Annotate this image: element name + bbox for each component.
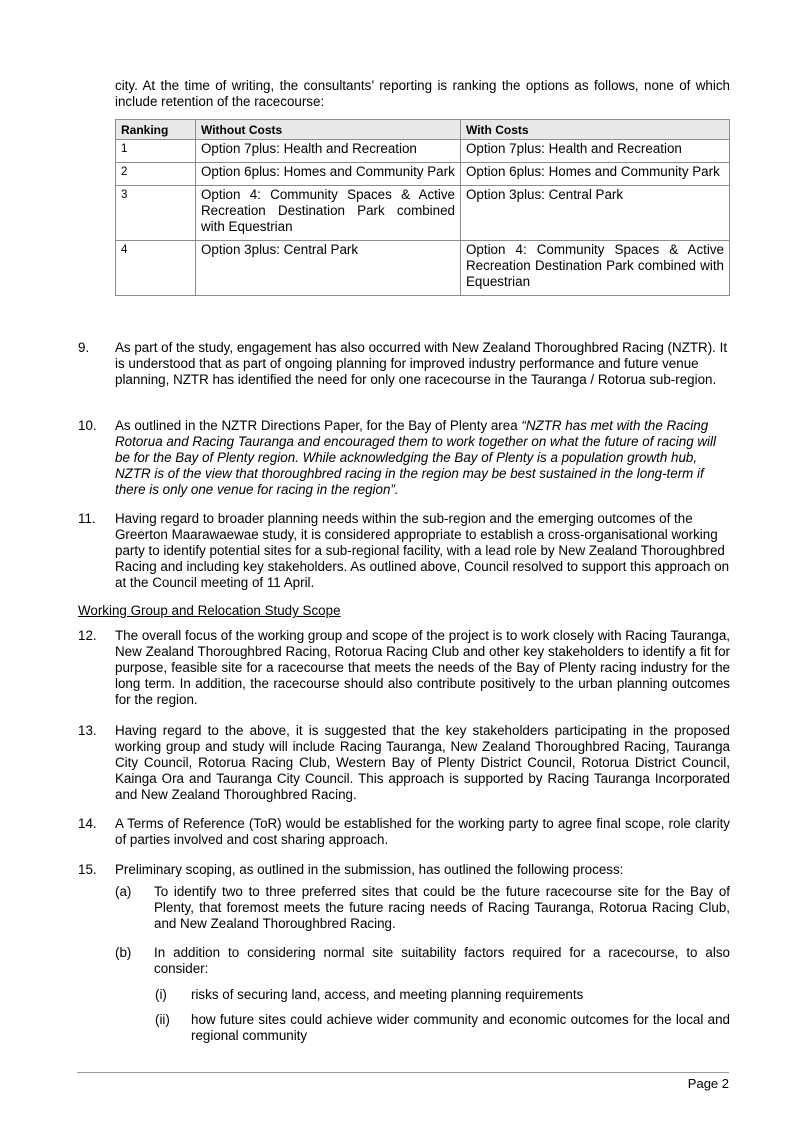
header-with-costs: With Costs (461, 120, 730, 140)
sub-item-text: To identify two to three preferred sites that could be the future racecourse site for the Bay of Plenty, that foremost meets the future racing needs of Racing Tauranga, Rotorua Racing Club, and New Zealand Thoroughbred Racing. (154, 884, 730, 931)
cell-without-costs: Option 6plus: Homes and Community Park (196, 163, 461, 186)
section-heading: Working Group and Relocation Study Scope (78, 603, 341, 618)
paragraph-number: 14. (78, 816, 97, 831)
sub-item-number: (a) (115, 884, 132, 899)
paragraph-number: 13. (78, 723, 97, 738)
paragraph-13 (78, 723, 730, 803)
cell-without-costs: Option 7plus: Health and Recreation (196, 140, 461, 163)
sub-item-number: (b) (115, 945, 132, 960)
paragraph-14 (78, 816, 730, 848)
cell-with-costs: Option 3plus: Central Park (461, 186, 730, 241)
paragraph-12 (78, 628, 730, 708)
paragraph-15 (78, 862, 730, 878)
header-without-costs: Without Costs (196, 120, 461, 140)
paragraph-text: The overall focus of the working group and scope of the project is to work closely with Racing Tauranga, New Zealand Thoroughbred Racing, Rotorua Racing Club and other key stakeholders to identify a fit for purpose, feasible site for a racecourse that meets the needs of the Bay of Plenty racing industry for the long term. In addition, the racecourse should also contribute positively to the urban planning outcomes for the region. (115, 628, 730, 707)
cell-rank: 4 (116, 241, 196, 296)
paragraph-11 (78, 511, 730, 591)
sub-item-a (115, 884, 730, 932)
paragraph-text: A Terms of Reference (ToR) would be established for the working party to agree final scope, role clarity of parties involved and cost sharing approach. (115, 816, 730, 847)
ranking-table (115, 119, 730, 296)
paragraph-10 (78, 418, 730, 498)
sub-sub-item-ii (155, 1012, 730, 1044)
cell-without-costs: Option 3plus: Central Park (196, 241, 461, 296)
table-header-row (116, 120, 730, 140)
sub-sub-item-text: risks of securing land, access, and meeting planning requirements (191, 987, 584, 1002)
paragraph-text: Preliminary scoping, as outlined in the submission, has outlined the following process: (115, 862, 624, 877)
cell-with-costs: Option 7plus: Health and Recreation (461, 140, 730, 163)
header-ranking: Ranking (116, 120, 196, 140)
paragraph-text: Having regard to the above, it is suggested that the key stakeholders participating in the proposed working group and study will include Racing Tauranga, New Zealand Thoroughbred Racing, Tauranga City Council, Rotorua Racing Club, Western Bay of Plenty District Council, Rotorua District Council, Kainga Ora and Tauranga City Council. This approach is supported by Racing Tauranga Incorporated and New Zealand Thoroughbred Racing. (115, 723, 730, 802)
cell-rank: 3 (116, 186, 196, 241)
footer-divider (77, 1072, 729, 1073)
paragraph-number: 15. (78, 862, 97, 877)
cell-rank: 2 (116, 163, 196, 186)
paragraph-number: 10. (78, 418, 97, 433)
table-row (116, 241, 730, 296)
nztr-quote: “NZTR has met with the Racing Rotorua and Racing Tauranga and encouraged them to work together on what the future of racing will be for the Bay of Plenty region. While acknowledging the Bay of Plenty is a population growth hub, NZTR is of the view that thoroughbred racing in the region may be best sustained in the long-term if there is only one venue for racing in the region”. (115, 418, 716, 497)
sub-item-b (115, 945, 730, 977)
paragraph-9 (78, 340, 730, 388)
sub-sub-item-i (155, 987, 730, 1003)
paragraph-number: 11. (78, 511, 96, 526)
table-row (116, 163, 730, 186)
sub-item-text: In addition to considering normal site suitability factors required for a racecourse, to also consider: (154, 945, 730, 976)
paragraph-number: 9. (78, 340, 90, 355)
sub-sub-item-number: (ii) (155, 1012, 170, 1027)
paragraph-text: As part of the study, engagement has also occurred with New Zealand Thoroughbred Racing (NZTR). It is understood that as part of ongoing planning for improved industry performance and future venue planning, NZTR has identified the need for only one racecourse in the Tauranga / Rotorua sub-region. (115, 340, 728, 387)
intro-text: city. At the time of writing, the consultants’ reporting is ranking the options as follows, none of which include retention of the racecourse: (115, 78, 730, 109)
cell-without-costs: Option 4: Community Spaces & Active Recreation Destination Park combined with Equestrian (196, 186, 461, 241)
cell-with-costs: Option 4: Community Spaces & Active Recreation Destination Park combined with Equestrian (461, 241, 730, 296)
paragraph-text: Having regard to broader planning needs within the sub-region and the emerging outcomes of the Greerton Maarawaewae study, it is considered appropriate to establish a cross-organisational working party to identify potential sites for a sub-regional facility, with a lead role by New Zealand Thoroughbred Racing and including key stakeholders. As outlined above, Council resolved to support this approach on at the Council meeting of 11 April. (115, 511, 730, 590)
paragraph-number: 12. (78, 628, 97, 643)
cell-rank: 1 (116, 140, 196, 163)
sub-sub-item-text: how future sites could achieve wider community and economic outcomes for the local and regional community (191, 1012, 730, 1043)
paragraph-text (115, 418, 730, 498)
paragraph-text-plain: As outlined in the NZTR Directions Paper, for the Bay of Plenty area (115, 418, 522, 433)
cell-with-costs: Option 6plus: Homes and Community Park (461, 163, 730, 186)
page-number: Page 2 (687, 1076, 729, 1091)
table-row (116, 140, 730, 163)
table-row (116, 186, 730, 241)
sub-sub-item-number: (i) (155, 987, 167, 1002)
